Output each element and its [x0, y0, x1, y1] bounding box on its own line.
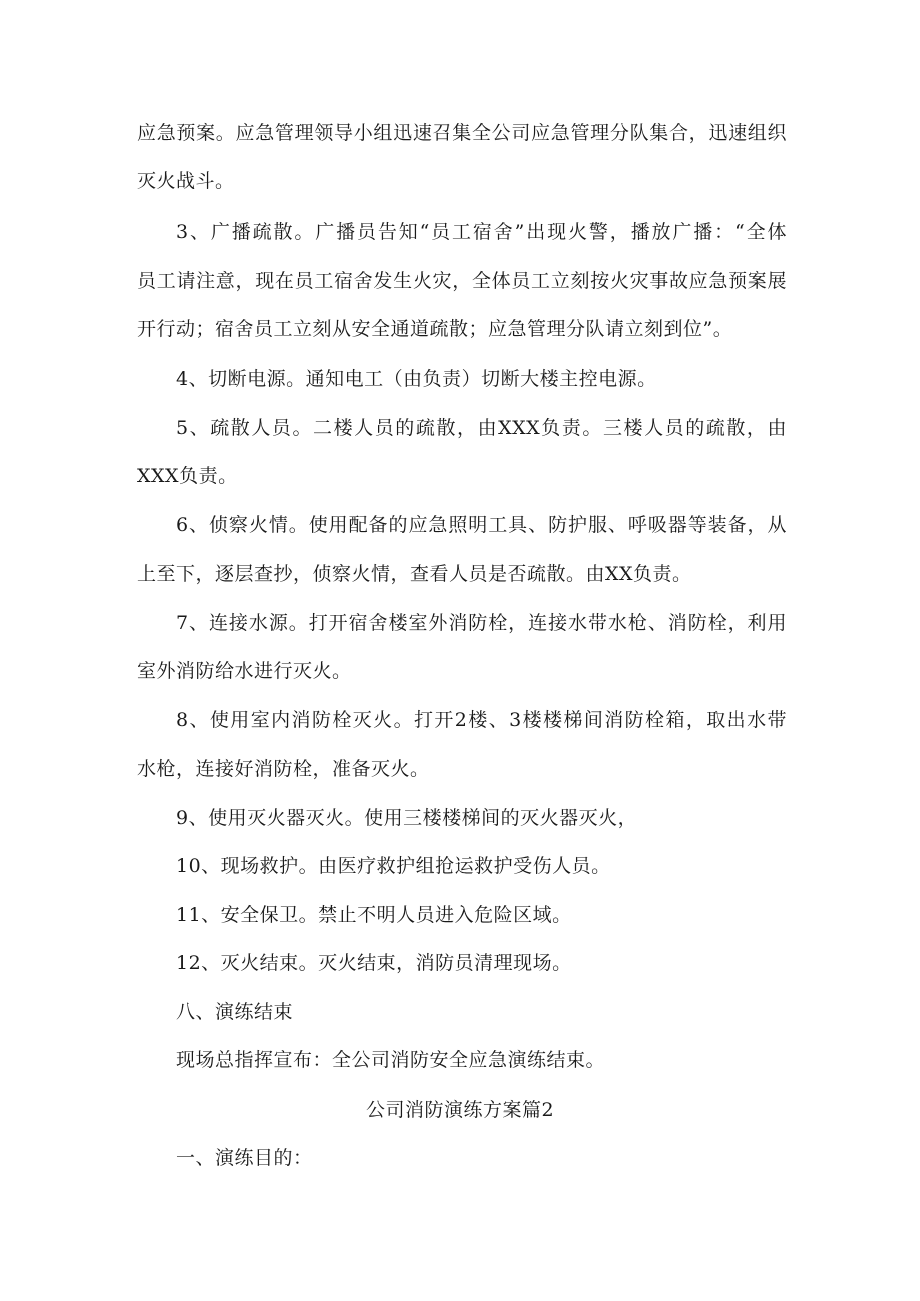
item-6-line-2: 上至下，逐层查抄，侦察火情，查看人员是否疏散。由XX负责。 [137, 563, 692, 585]
chapter-title: 公司消防演练方案篇2 [365, 1099, 555, 1121]
item-9-line-1: 9、使用灭火器灭火。使用三楼楼梯间的灭火器灭火， [176, 807, 638, 829]
item-10-line-1: 10、现场救护。由医疗救护组抢运救护受伤人员。 [176, 855, 611, 877]
body-line-1: 应急预案。应急管理领导小组迅速召集全公司应急管理分队集合，迅速组织 [137, 122, 787, 144]
item-11-line-1: 11、安全保卫。禁止不明人员进入危险区域。 [176, 904, 572, 926]
item-7-line-1: 7、连接水源。打开宿舍楼室外消防栓，连接水带水枪、消防栓，利用 [176, 612, 787, 634]
item-8-line-2: 水枪，连接好消防栓，准备灭火。 [137, 758, 430, 780]
item-5-line-1: 5、疏散人员。二楼人员的疏散，由XXX负责。三楼人员的疏散，由 [176, 417, 787, 439]
item-12-line-1: 12、灭火结束。灭火结束，消防员清理现场。 [176, 952, 572, 974]
item-3-line-1: 3、广播疏散。广播员告知“员工宿舍”出现火警，播放广播：“全体 [176, 221, 787, 243]
item-3-line-2: 员工请注意，现在员工宿舍发生火灾，全体员工立刻按火灾事故应急预案展 [137, 270, 787, 292]
closing-statement: 现场总指挥宣布：全公司消防安全应急演练结束。 [176, 1049, 606, 1071]
item-3-line-3: 开行动；宿舍员工立刻从安全通道疏散；应急管理分队请立刻到位”。 [137, 318, 733, 340]
item-4-line-1: 4、切断电源。通知电工（由负责）切断大楼主控电源。 [176, 368, 657, 390]
section-1-heading: 一、演练目的： [176, 1147, 313, 1169]
item-6-line-1: 6、侦察火情。使用配备的应急照明工具、防护服、呼吸器等装备，从 [176, 514, 787, 536]
body-line-2: 灭火战斗。 [137, 170, 235, 192]
item-8-line-1: 8、使用室内消防栓灭火。打开2楼、3楼楼梯间消防栓箱，取出水带 [176, 709, 787, 731]
item-5-line-2: XXX负责。 [137, 465, 238, 487]
item-7-line-2: 室外消防给水进行灭火。 [137, 660, 352, 682]
section-8-heading: 八、演练结束 [176, 1001, 294, 1023]
